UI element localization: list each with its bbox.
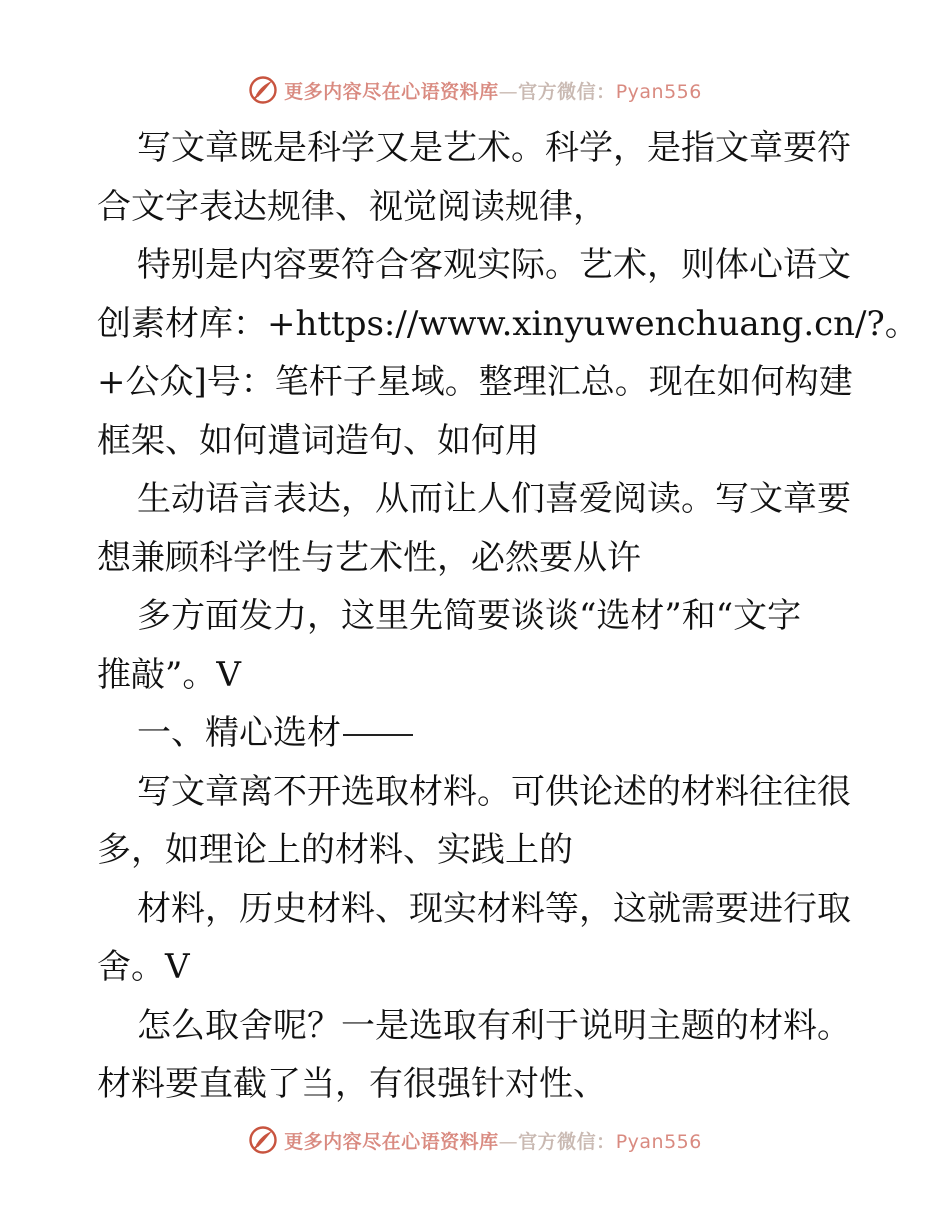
document-body <box>97 119 919 1114</box>
text-line: 材料，历史材料、现实材料等，这就需要进行取 <box>137 888 851 929</box>
header-banner-text <box>284 77 702 104</box>
text-line: 合文字表达规律、视觉阅读规律， <box>97 186 607 227</box>
text-line: 想兼顾科学性与艺术性，必然要从许 <box>97 537 641 578</box>
paragraph <box>97 119 857 236</box>
paragraph <box>97 763 857 880</box>
text-line: 写文章既是科学又是艺术。科学，是指文章要符 <box>137 128 851 168</box>
text-line: 生动语言表达，从而让人们喜爱阅读。写文章要 <box>137 479 851 519</box>
paragraph <box>97 587 857 704</box>
text-line: +公众]号：笔杆子星域。整理汇总。现在如何构建 <box>97 362 853 402</box>
section-heading <box>97 704 857 763</box>
banner-separator: — <box>498 1130 519 1153</box>
paragraph <box>97 997 857 1114</box>
banner-official-label: 官方微信： <box>518 1130 616 1153</box>
text-line: 材料要直截了当，有很强针对性、 <box>97 1064 607 1104</box>
banner-main-text: 更多内容尽在心语资料库 <box>284 1130 499 1153</box>
paragraph <box>97 470 857 587</box>
text-line: 多，如理论上的材料、实践上的 <box>97 830 573 870</box>
footer-banner-text <box>284 1127 702 1154</box>
paragraph <box>97 880 857 997</box>
text-line: 创素材库：+https://www.xinyuwenchuang.cn/?。 <box>97 303 919 344</box>
banner-separator: — <box>498 80 519 103</box>
banner-account: Pyan556 <box>615 80 702 103</box>
header-watermark-banner <box>0 70 950 110</box>
banner-account: Pyan556 <box>615 1130 702 1153</box>
section-heading-line <box>97 704 857 763</box>
text-line: 特别是内容要符合客观实际。艺术，则体心语文 <box>137 245 851 285</box>
heading-dash-rule <box>343 734 413 736</box>
text-line: 舍。V <box>97 947 190 987</box>
banner-official-label: 官方微信： <box>518 80 616 103</box>
pen-logo-icon <box>248 75 278 105</box>
paragraph <box>97 236 919 470</box>
text-line: 推敲”。V <box>97 654 241 695</box>
footer-watermark-banner <box>0 1120 950 1160</box>
text-line: 多方面发力，这里先简要谈谈“选材”和“文字 <box>137 596 802 636</box>
text-line: 怎么取舍呢？一是选取有利于说明主题的材料。 <box>137 1005 851 1046</box>
text-line: 写文章离不开选取材料。可供论述的材料往往很 <box>137 771 851 812</box>
section-heading-text: 一、精心选材 <box>137 713 341 753</box>
banner-main-text: 更多内容尽在心语资料库 <box>284 80 499 103</box>
pen-logo-icon <box>248 1125 278 1155</box>
text-line: 框架、如何遣词造句、如何用 <box>97 420 539 461</box>
